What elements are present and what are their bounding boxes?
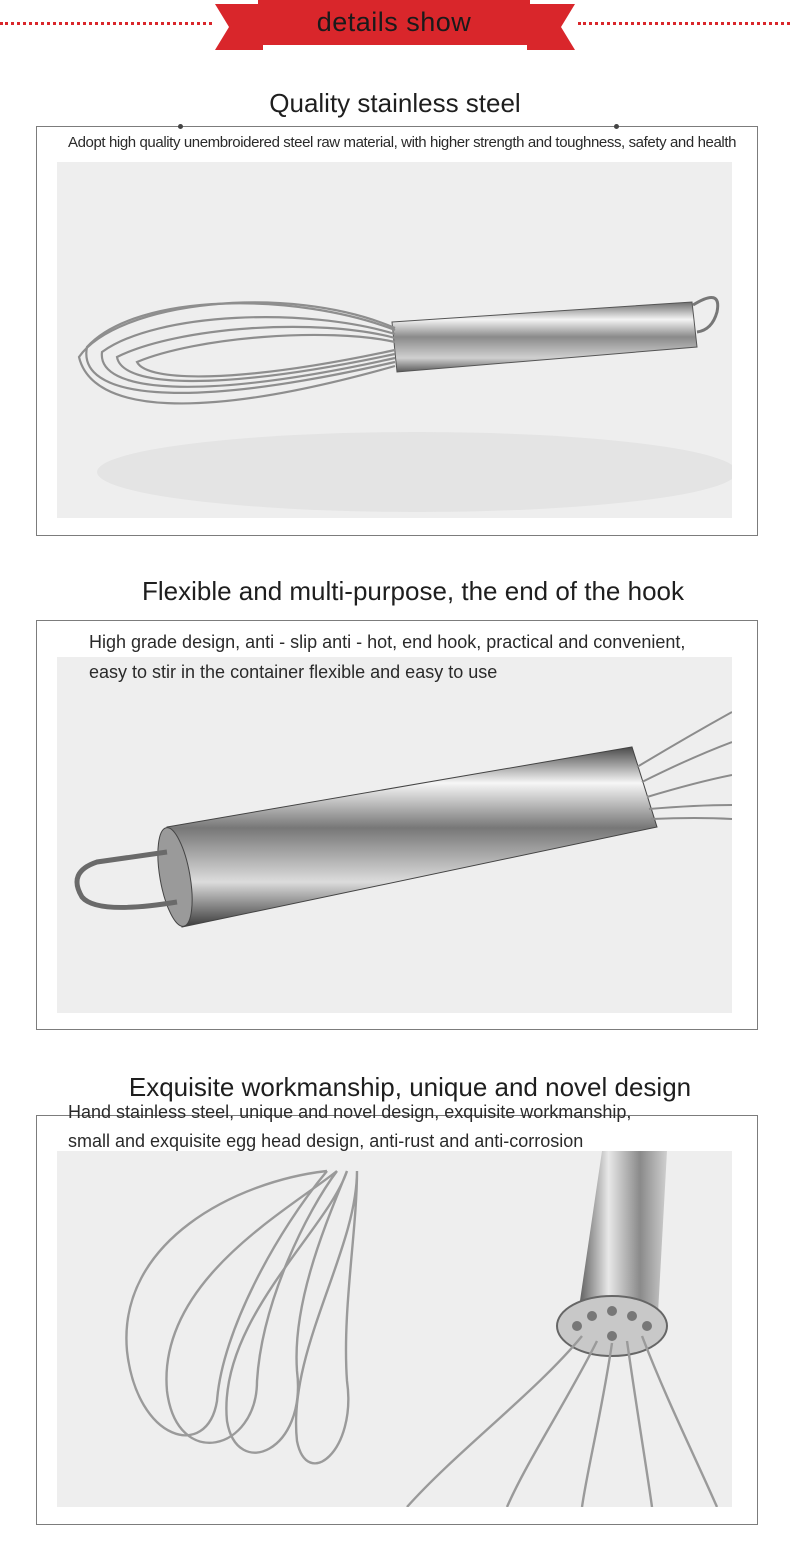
section-title: Flexible and multi-purpose, the end of the hook bbox=[141, 576, 684, 606]
dotted-divider-right bbox=[578, 22, 790, 25]
frame-marker bbox=[178, 124, 183, 129]
ribbon-tail-left bbox=[215, 4, 263, 50]
section-description-line: easy to stir in the container flexible and easy to use bbox=[89, 662, 498, 682]
section-description-line: High grade design, anti - slip anti - hot, end hook, practical and convenient, bbox=[89, 632, 686, 652]
section-description-line: Hand stainless steel, unique and novel design, exquisite workmanship, bbox=[68, 1102, 632, 1122]
frame-marker bbox=[614, 124, 619, 129]
section-title: Exquisite workmanship, unique and novel design bbox=[128, 1072, 692, 1102]
ribbon-tail-right bbox=[527, 4, 575, 50]
section-frame bbox=[36, 1115, 758, 1525]
whisk-full-icon bbox=[57, 162, 732, 518]
section-description-line: small and exquisite egg head design, anti-rust and anti-corrosion bbox=[68, 1131, 584, 1151]
header-title: details show bbox=[258, 0, 530, 45]
section-description: Adopt high quality unembroidered steel raw material, with higher strength and toughness, safety and health bbox=[68, 134, 737, 151]
section-title: Quality stainless steel bbox=[269, 88, 521, 118]
dotted-divider-left bbox=[0, 22, 212, 25]
